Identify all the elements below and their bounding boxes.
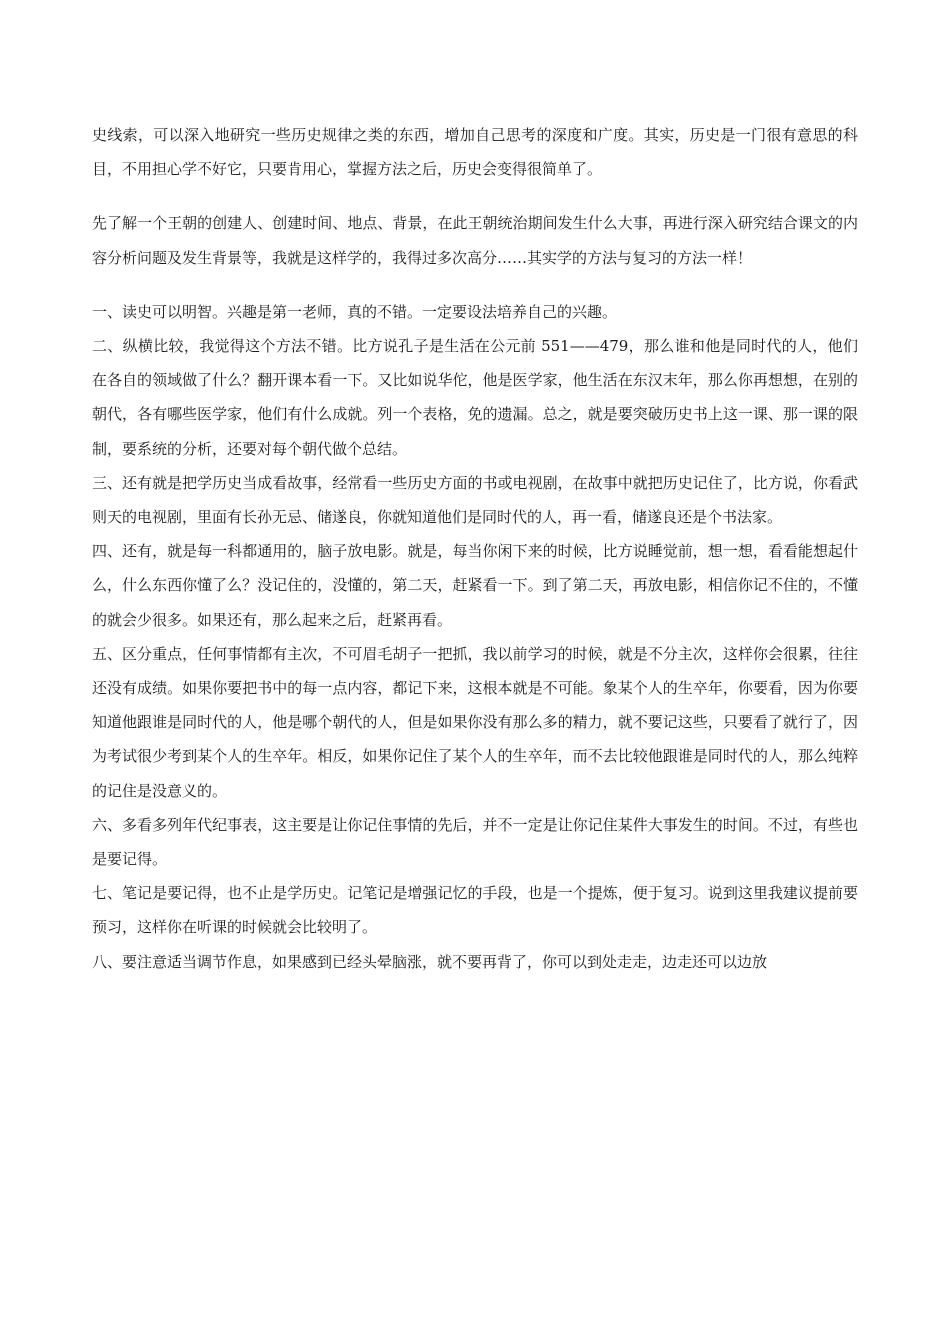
paragraph-tip-4: 四、还有，就是每一科都通用的，脑子放电影。就是，每当你闲下来的时候，比方说睡觉前，想一想，看看能想起什么，什么东西你懂了么？没记住的，没懂的，第二天，赶紧看一下。到了第二天，再放电影，相信你记不住的，不懂的就会少很多。如果还有，那么起来之后，赶紧再看。 (92, 542, 858, 629)
paragraph-history-clues: 史线索，可以深入地研究一些历史规律之类的东西，增加自己思考的深度和广度。其实，历史是一门很有意思的科目，不用担心学不好它，只要肯用心，掌握方法之后，历史会变得很简单了。 (92, 126, 858, 179)
paragraph-tip-7: 七、笔记是要记得，也不止是学历史。记笔记是增强记忆的手段，也是一个提炼，便于复习。说到这里我建议提前要预习，这样你在听课的时候就会比较明了。 (92, 884, 858, 937)
paragraph-tip-5: 五、区分重点，任何事情都有主次，不可眉毛胡子一把抓，我以前学习的时候，就是不分主次，这样你会很累，往往还没有成绩。如果你要把书中的每一点内容，都记下来，这根本就是不可能。象某个人的生卒年，你要看，因为你要知道他跟谁是同时代的人，他是哪个朝代的人，但是如果你没有那么多的精力，就不要记这些，只要看了就行了，因为考试很少考到某个人的生卒年。相反，如果你记住了某个人的生卒年，而不去比较他跟谁是同时代的人，那么纯粹的记住是没意义的。 (92, 644, 858, 800)
paragraph-tip-6: 六、多看多列年代纪事表，这主要是让你记住事情的先后，并不一定是让你记住某件大事发生的时间。不过，有些也是要记得。 (92, 815, 858, 869)
paragraph-tip-1: 一、读史可以明智。兴趣是第一老师，真的不错。一定要设法培养自己的兴趣。 (92, 302, 618, 321)
paragraph-tip-2: 二、纵横比较，我觉得这个方法不错。比方说孔子是生活在公元前 551——479，那么谁和他是同时代的人，他们在各自的领域做了什么？翻开课本看一下。又比如说华佗，他是医学家，他生活在东汉末年，那么你再想想，在别的朝代，各有哪些医学家，他们有什么成就。列一个表格，免的遗漏。总之，就是要突破历史书上这一课、那一课的限制，要系统的分析，还要对每个朝代做个总结。 (92, 337, 858, 458)
document-body (92, 118, 858, 979)
paragraph-dynasty-method: 先了解一个王朝的创建人、创建时间、地点、背景，在此王朝统治期间发生什么大事，再进行深入研究结合课文的内容分析问题及发生背景等，我就是这样学的，我得过多次高分……其实学的方法与复习的方法一样！ (92, 214, 858, 267)
paragraph-tip-3: 三、还有就是把学历史当成看故事，经常看一些历史方面的书或电视剧，在故事中就把历史记住了，比方说，你看武则天的电视剧，里面有长孙无忌、储遂良，你就知道他们是同时代的人，再一看，储遂良还是个书法家。 (92, 473, 858, 527)
paragraph-tip-8: 八、要注意适当调节作息，如果感到已经头晕脑涨，就不要再背了，你可以到处走走，边走还可以边放 (92, 952, 768, 971)
